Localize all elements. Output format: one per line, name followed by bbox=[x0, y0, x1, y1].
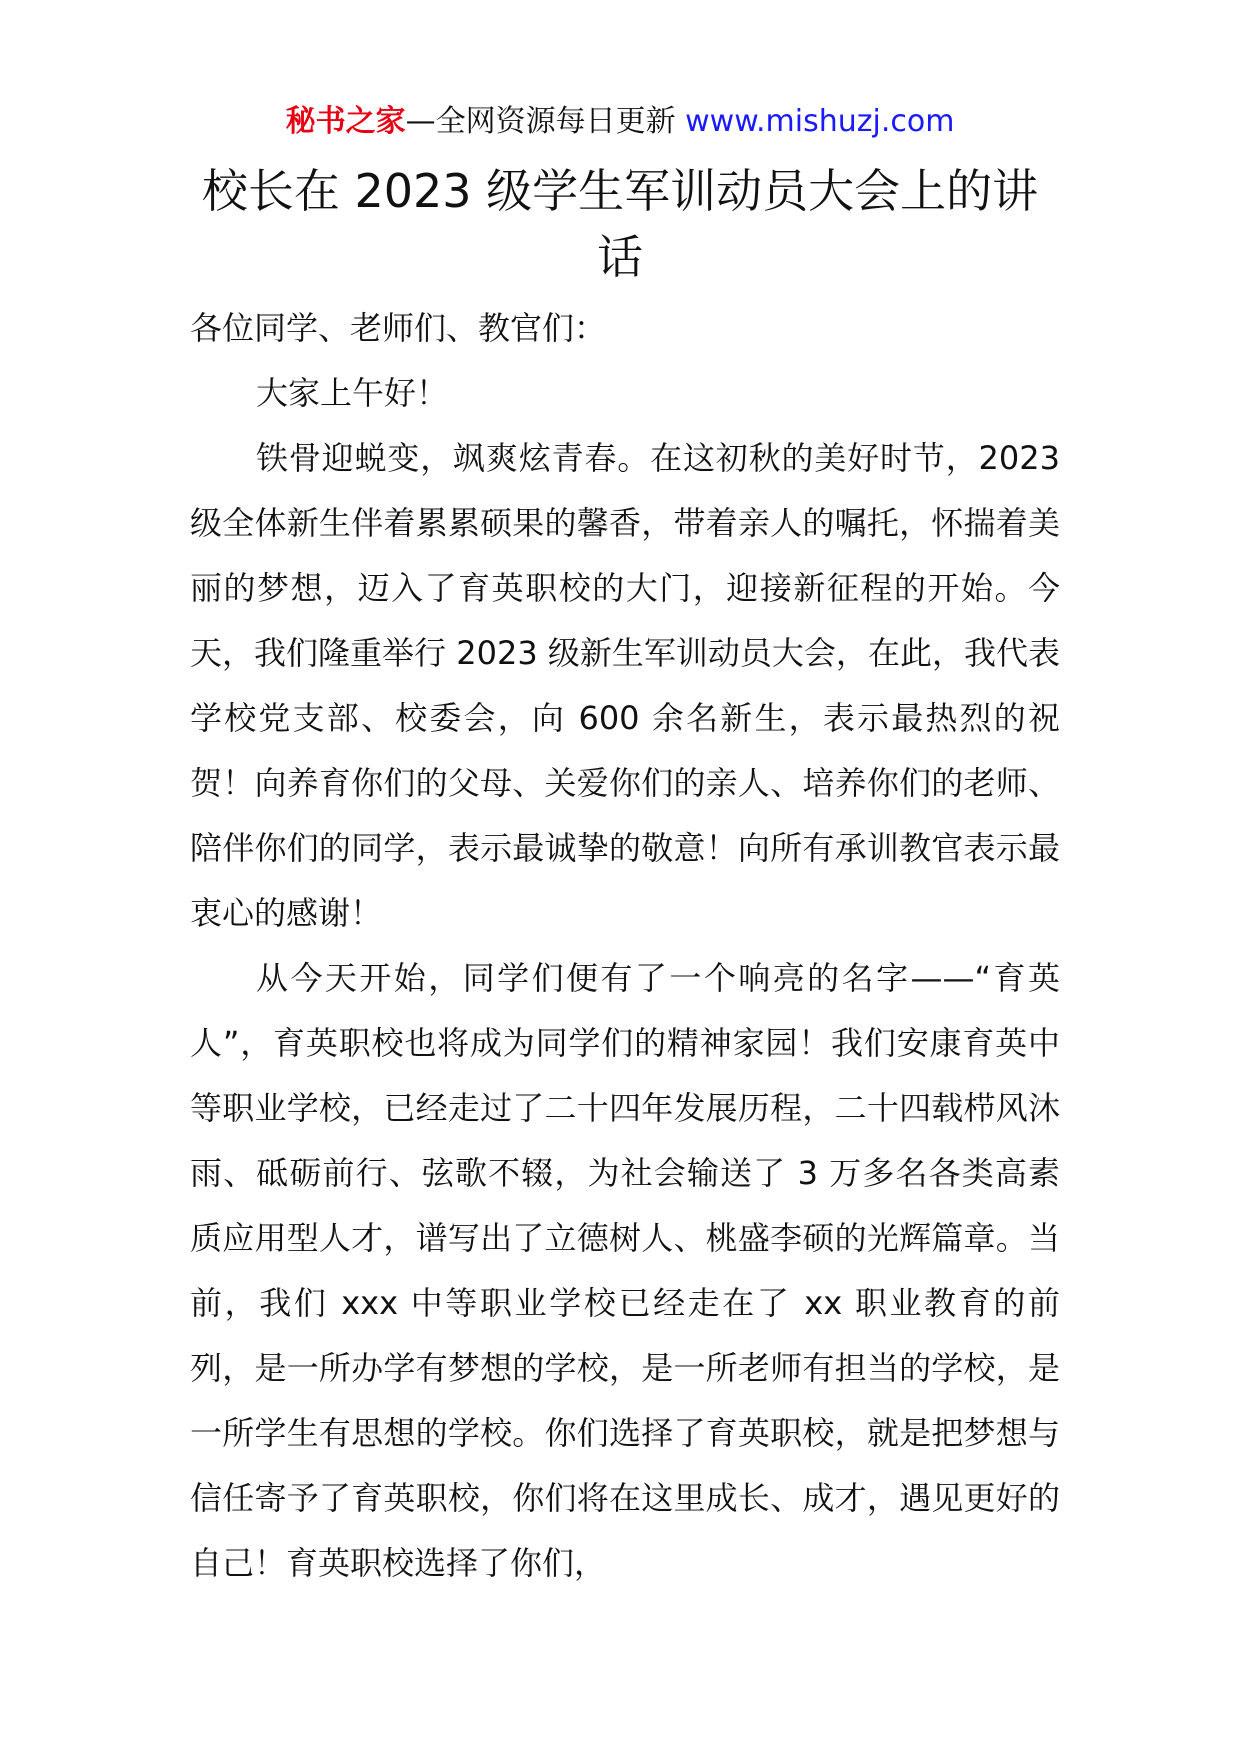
salutation: 各位同学、老师们、教官们： bbox=[190, 309, 607, 347]
brand-name: 秘书之家 bbox=[285, 104, 406, 139]
page-header bbox=[0, 100, 1240, 144]
header-tagline: —全网资源每日更新 bbox=[405, 104, 686, 139]
website-link[interactable]: www.mishuzj.com bbox=[685, 104, 955, 139]
paragraph-welcome: 铁骨迎蜕变，飒爽炫青春。在这初秋的美好时节，2023 级全体新生伴着累累硕果的馨香，带着亲人的嘱托，怀揣着美丽的梦想，迈入了育英职校的大门，迎接新征程的开始。今天，我们隆重举行 2023 级新生军训动员大会，在此，我代表学校党支部、校委会，向 600 余名新生，表示最热烈的祝贺！向养育你们的父母、关爱你们的亲人、培养你们的老师、陪伴你们的同学，表示最诚挚的敬意！向所有承训教官表示最衷心的感谢！ bbox=[190, 439, 1060, 932]
document-body bbox=[190, 296, 1060, 1596]
paragraph-greeting: 大家上午好！ bbox=[256, 374, 449, 412]
paragraph-school-history: 从今天开始，同学们便有了一个响亮的名字——“育英人”，育英职校也将成为同学们的精神家园！我们安康育英中等职业学校，已经走过了二十四年发展历程，二十四载栉风沐雨、砥砺前行、弦歌不辍，为社会输送了 3 万多名各类高素质应用型人才，谱写出了立德树人、桃盛李硕的光辉篇章。当前，我们 xxx 中等职业学校已经走在了 xx 职业教育的前列，是一所办学有梦想的学校，是一所老师有担当的学校，是一所学生有思想的学校。你们选择了育英职校，就是把梦想与信任寄予了育英职校，你们将在这里成长、成才，遇见更好的自己！育英职校选择了你们， bbox=[190, 959, 1060, 1582]
document-title: 校长在 2023 级学生军训动员大会上的讲话 bbox=[201, 164, 1039, 284]
